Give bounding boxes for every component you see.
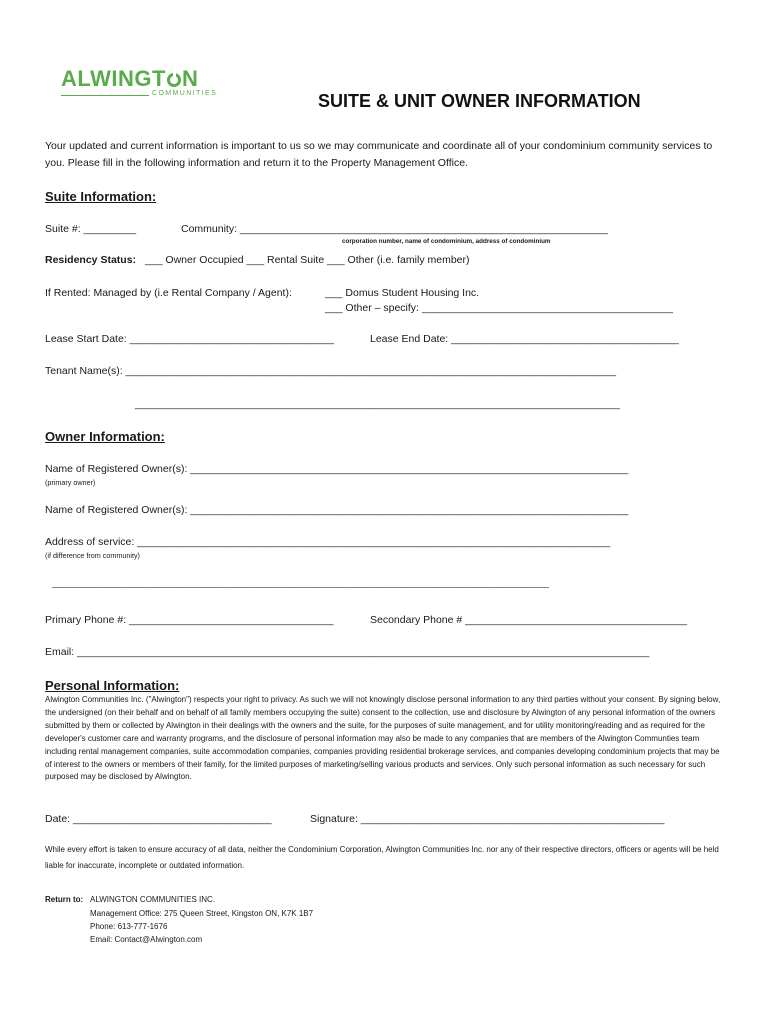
return-phone: Phone: 613-777-1676 [90, 922, 168, 931]
date-field[interactable]: Date: __________________________________ [45, 813, 272, 825]
address-line-2[interactable]: ________________________________________________________________________________________________________ [52, 578, 550, 588]
primary-owner-hint: (primary owner) [45, 478, 96, 487]
tenant-names-line-2[interactable]: ___________________________________________________________________________________ [135, 398, 620, 410]
logo-subtitle: COMMUNITIES [152, 90, 218, 97]
secondary-phone-field[interactable]: Secondary Phone # ______________________________________ [370, 614, 688, 626]
return-email: Email: Contact@Alwington.com [90, 935, 203, 944]
alwington-logo [61, 66, 198, 92]
logo-o-icon [167, 73, 181, 87]
intro-text: Your updated and current information is important to us so we may communicate and coordinate all of your condominium community services to you. Please fill in the following information and return it to the Property Management Office. [45, 140, 713, 169]
rented-option-domus[interactable]: ___ Domus Student Housing Inc. [325, 287, 480, 299]
privacy-statement: Alwington Communities Inc. ("Alwington") respects your right to privacy. As such we will not knowingly disclose personal information to any third parties without your consent. By signing below, the undersigned (on their behalf and on behalf of all family members occupying the suite) consent to the collection, use and disclosure by Alwington of any personal information of the owners submitted by them or collected by Alwington in their dealings with the owners and the suite, for the purposes of suite management, and for utility monitoring/reading and as required for the developer's customer care and warranty programs, and the disclosure of personal information may also be made to any companies that are members of the Alwington Communties team including rental management companies, suite accommodation companies, companies providing residential brokerage services, and companies developing condominium projects that may be of interest to the owners or members of their family, for the limited purposes of marketing/selling various products and services. Only such personal information as such necessary for such purposed may be disclosed by Alwington. [45, 695, 721, 782]
signature-field[interactable]: Signature: ____________________________________________________ [310, 813, 665, 825]
personal-info-heading: Personal Information: [45, 678, 180, 693]
owner-name-field-2[interactable]: Name of Registered Owner(s): ___________________________________________________________________________ [45, 504, 629, 516]
return-to-label: Return to: [45, 895, 84, 904]
rented-managed-by-label: If Rented: Managed by (i.e Rental Company / Agent): [45, 287, 292, 299]
residency-status-label: Residency Status: [45, 254, 137, 266]
primary-phone-field[interactable]: Primary Phone #: ___________________________________ [45, 614, 334, 626]
logo-rule [61, 95, 149, 96]
logo-text-post: N [181, 66, 199, 91]
suite-number-field[interactable]: Suite #: _________ [45, 223, 137, 235]
address-hint: (if difference from community) [45, 551, 140, 560]
owner-info-heading: Owner Information: [45, 429, 165, 444]
lease-end-field[interactable]: Lease End Date: _______________________________________ [370, 333, 679, 345]
lease-start-field[interactable]: Lease Start Date: ___________________________________ [45, 333, 335, 345]
return-company: ALWINGTON COMMUNITIES INC. [90, 895, 216, 904]
owner-name-field-1[interactable]: Name of Registered Owner(s): ___________________________________________________________________________ [45, 463, 629, 475]
community-hint: corporation number, name of condominium, address of condominium [342, 238, 551, 245]
rented-option-other[interactable]: ___ Other – specify: ___________________________________________ [325, 302, 673, 314]
email-field[interactable]: Email: __________________________________________________________________________________________________ [45, 646, 650, 658]
suite-info-heading: Suite Information: [45, 189, 157, 204]
page-title: SUITE & UNIT OWNER INFORMATION [318, 91, 641, 111]
address-of-service-field[interactable]: Address of service: _________________________________________________________________________________ [45, 536, 611, 548]
return-office-address: Management Office: 275 Queen Street, Kingston ON, K7K 1B7 [90, 909, 314, 918]
disclaimer-text: While every effort is taken to ensure accuracy of all data, neither the Condominium Corporation, Alwington Communities Inc. nor any of their respective directors, officers or agents will be held liable for inaccurate, incomplete or outdated information. [45, 845, 719, 870]
logo-text-pre: ALWINGT [61, 66, 166, 91]
tenant-names-field[interactable]: Tenant Name(s): ____________________________________________________________________________________ [45, 365, 617, 377]
community-field[interactable]: Community: _______________________________________________________________ [181, 223, 608, 235]
residency-status-options[interactable]: ___ Owner Occupied ___ Rental Suite ___ Other (i.e. family member) [145, 254, 470, 266]
